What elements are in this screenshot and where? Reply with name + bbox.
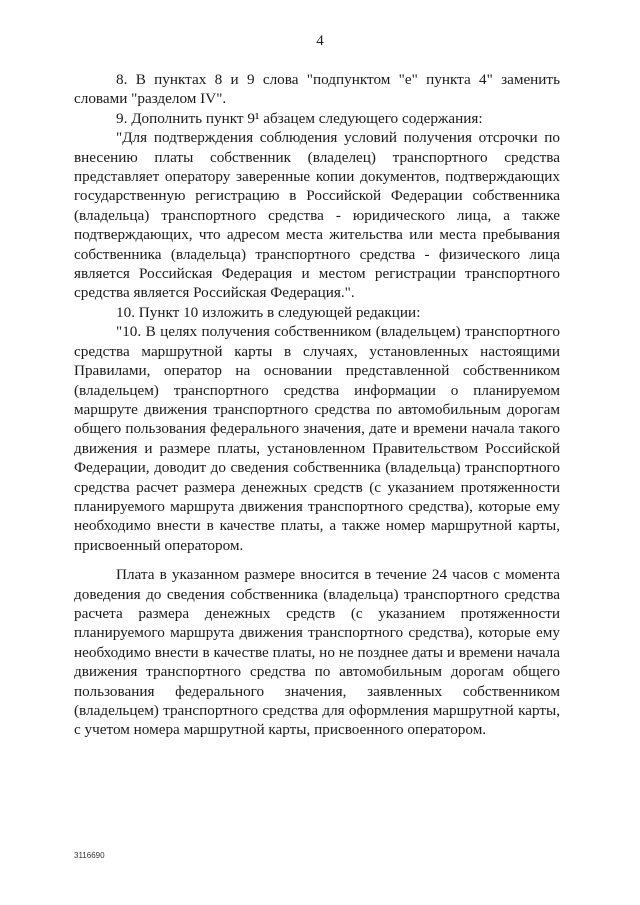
paragraph-item-9: 9. Дополнить пункт 9¹ абзацем следующего содержания: bbox=[116, 109, 483, 127]
paragraph-quote-10: "10. В целях получения собственником (владельцем) транспортного средства маршрутной карты в случаях, установленных настоящими Правилами, оператор на основании представленной собственником (владельцем) транспортного средства информации о планируемом маршруте движения транспортного средства по автомобильным дорогам общего пользования федерального значения, дате и времени начала такого движения и размере платы, установленном Правительством Российской Федерации, доводит до сведения собственника (владельца) транспортного средства расчет размера денежных средств (с указанием протяженности планируемого маршрута движения транспортного средства), которые ему необходимо внести в качестве платы, а также номер маршрутной карты, присвоенный оператором. bbox=[74, 323, 560, 554]
document-body bbox=[74, 70, 560, 740]
page-number: 4 bbox=[316, 33, 324, 49]
paragraph-quote-9-1: "Для подтверждения соблюдения условий получения отсрочки по внесению платы собственник (владелец) транспортного средства представляет оператору заверенные копии документов, подтверждающих государственную регистрацию в Российской Федерации собственника (владельца) транспортного средства - юридического лица, а также подтверждающих, что адресом места жительства или места пребывания собственника (владельца) транспортного средства - физического лица является Российская Федерация и местом регистрации транспортного средства является Российская Федерация.". bbox=[74, 129, 560, 302]
paragraph-payment: Плата в указанном размере вносится в течение 24 часов с момента доведения до сведения собственника (владельца) транспортного средства расчета размера денежных средств (с указанием протяженности планируемого маршрута движения транспортного средства), которые ему необходимо внести в качестве платы, но не позднее даты и времени начала движения транспортного средства по автомобильным дорогам общего пользования федерального значения, заявленных собственником (владельцем) транспортного средства для оформления маршрутной карты, с учетом номера маршрутной карты, присвоенного оператором. bbox=[74, 566, 560, 739]
document-code: 3116690 bbox=[74, 851, 105, 860]
paragraph-item-8: 8. В пунктах 8 и 9 слова "подпунктом "е" пункта 4" заменить словами "разделом IV". bbox=[74, 71, 560, 108]
paragraph-item-10: 10. Пункт 10 изложить в следующей редакции: bbox=[116, 303, 421, 321]
